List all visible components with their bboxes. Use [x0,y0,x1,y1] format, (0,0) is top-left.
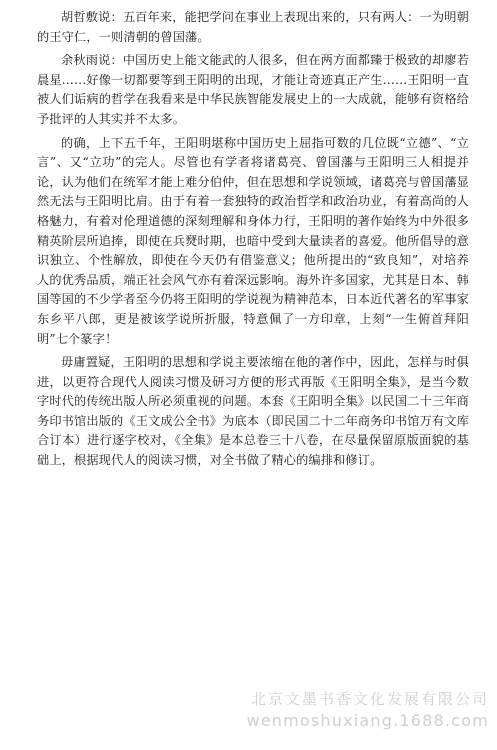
watermark-website: wenmoshuxiang.1688.com [246,711,489,730]
paragraph-quote-hu-zhefu: 胡哲敷说：五百年来，能把学问在事业上表现出来的，只有两人：一为明朝的王守仁，一则清朝的曾国藩。 [37,10,469,44]
paragraph-quote-yu-qiuyu: 余秋雨说：中国历史上能文能武的人很多，但在两方面都臻于极致的却廖若晨星……好像一切都要等到王阳明的出现，才能让奇迹真正产生……王阳明一直被人们诟病的哲学在我看来是中华民族智能发展史上的一大成就，能够有资格给予批评的人其实并不太多。 [37,53,469,126]
paragraph-wang-yangming-legacy: 的确，上下五千年，王阳明堪称中国历史上屈指可数的几位既“立德”、“立言”、又“立功”的完人。尽管也有学者将诸葛亮、曾国藩与王阳明三人相提并论，认为他们在统军才能上难分伯仲，但在思想和学说领域，诸葛亮与曾国藩显然无法与王阳明比肩。由于有着一套独特的政治哲学和政治功业，有着高尚的人格魅力，有着对伦理道德的深刻理解和身体力行，王阳明的著作始终为中外很多精英阶层所追捧，即使在兵燹时期，也暗中受到大量读者的喜爱。他所倡导的意识独立、个性解放，即使在今天仍有借鉴意义；他所提出的“致良知”，对培养人的优秀品质，端正社会风气亦有着深远影响。海外许多国家，尤其是日本、韩国等国的不少学者至今仍将王阳明的学说视为精神范本，日本近代著名的军事家东乡平八郎，更是被该学说所折服，特意佩了一方印章，上刻“一生俯首拜阳明”七个篆字！ [37,135,469,346]
body-text [37,8,469,471]
paragraph-edition-notes: 毋庸置疑，王阳明的思想和学说主要浓缩在他的著作中，因此，怎样与时俱进，以更符合现代人阅读习惯及研习方便的形式再版《王阳明全集》，是当今数字时代的传统出版人所必须重视的问题。本套《王阳明全集》以民国二十三年商务印书馆出版的《王文成公全书》为底本（即民国二十二年商务印书馆万有文库合订本）进行逐字校对，《全集》是本总卷三十八卷，在尽量保留原版面貌的基础上，根据现代人的阅读习惯，对全书做了精心的编排和修订。 [37,355,469,468]
watermark-company-name: 北京文墨书香文化发展有限公司 [250,690,489,708]
